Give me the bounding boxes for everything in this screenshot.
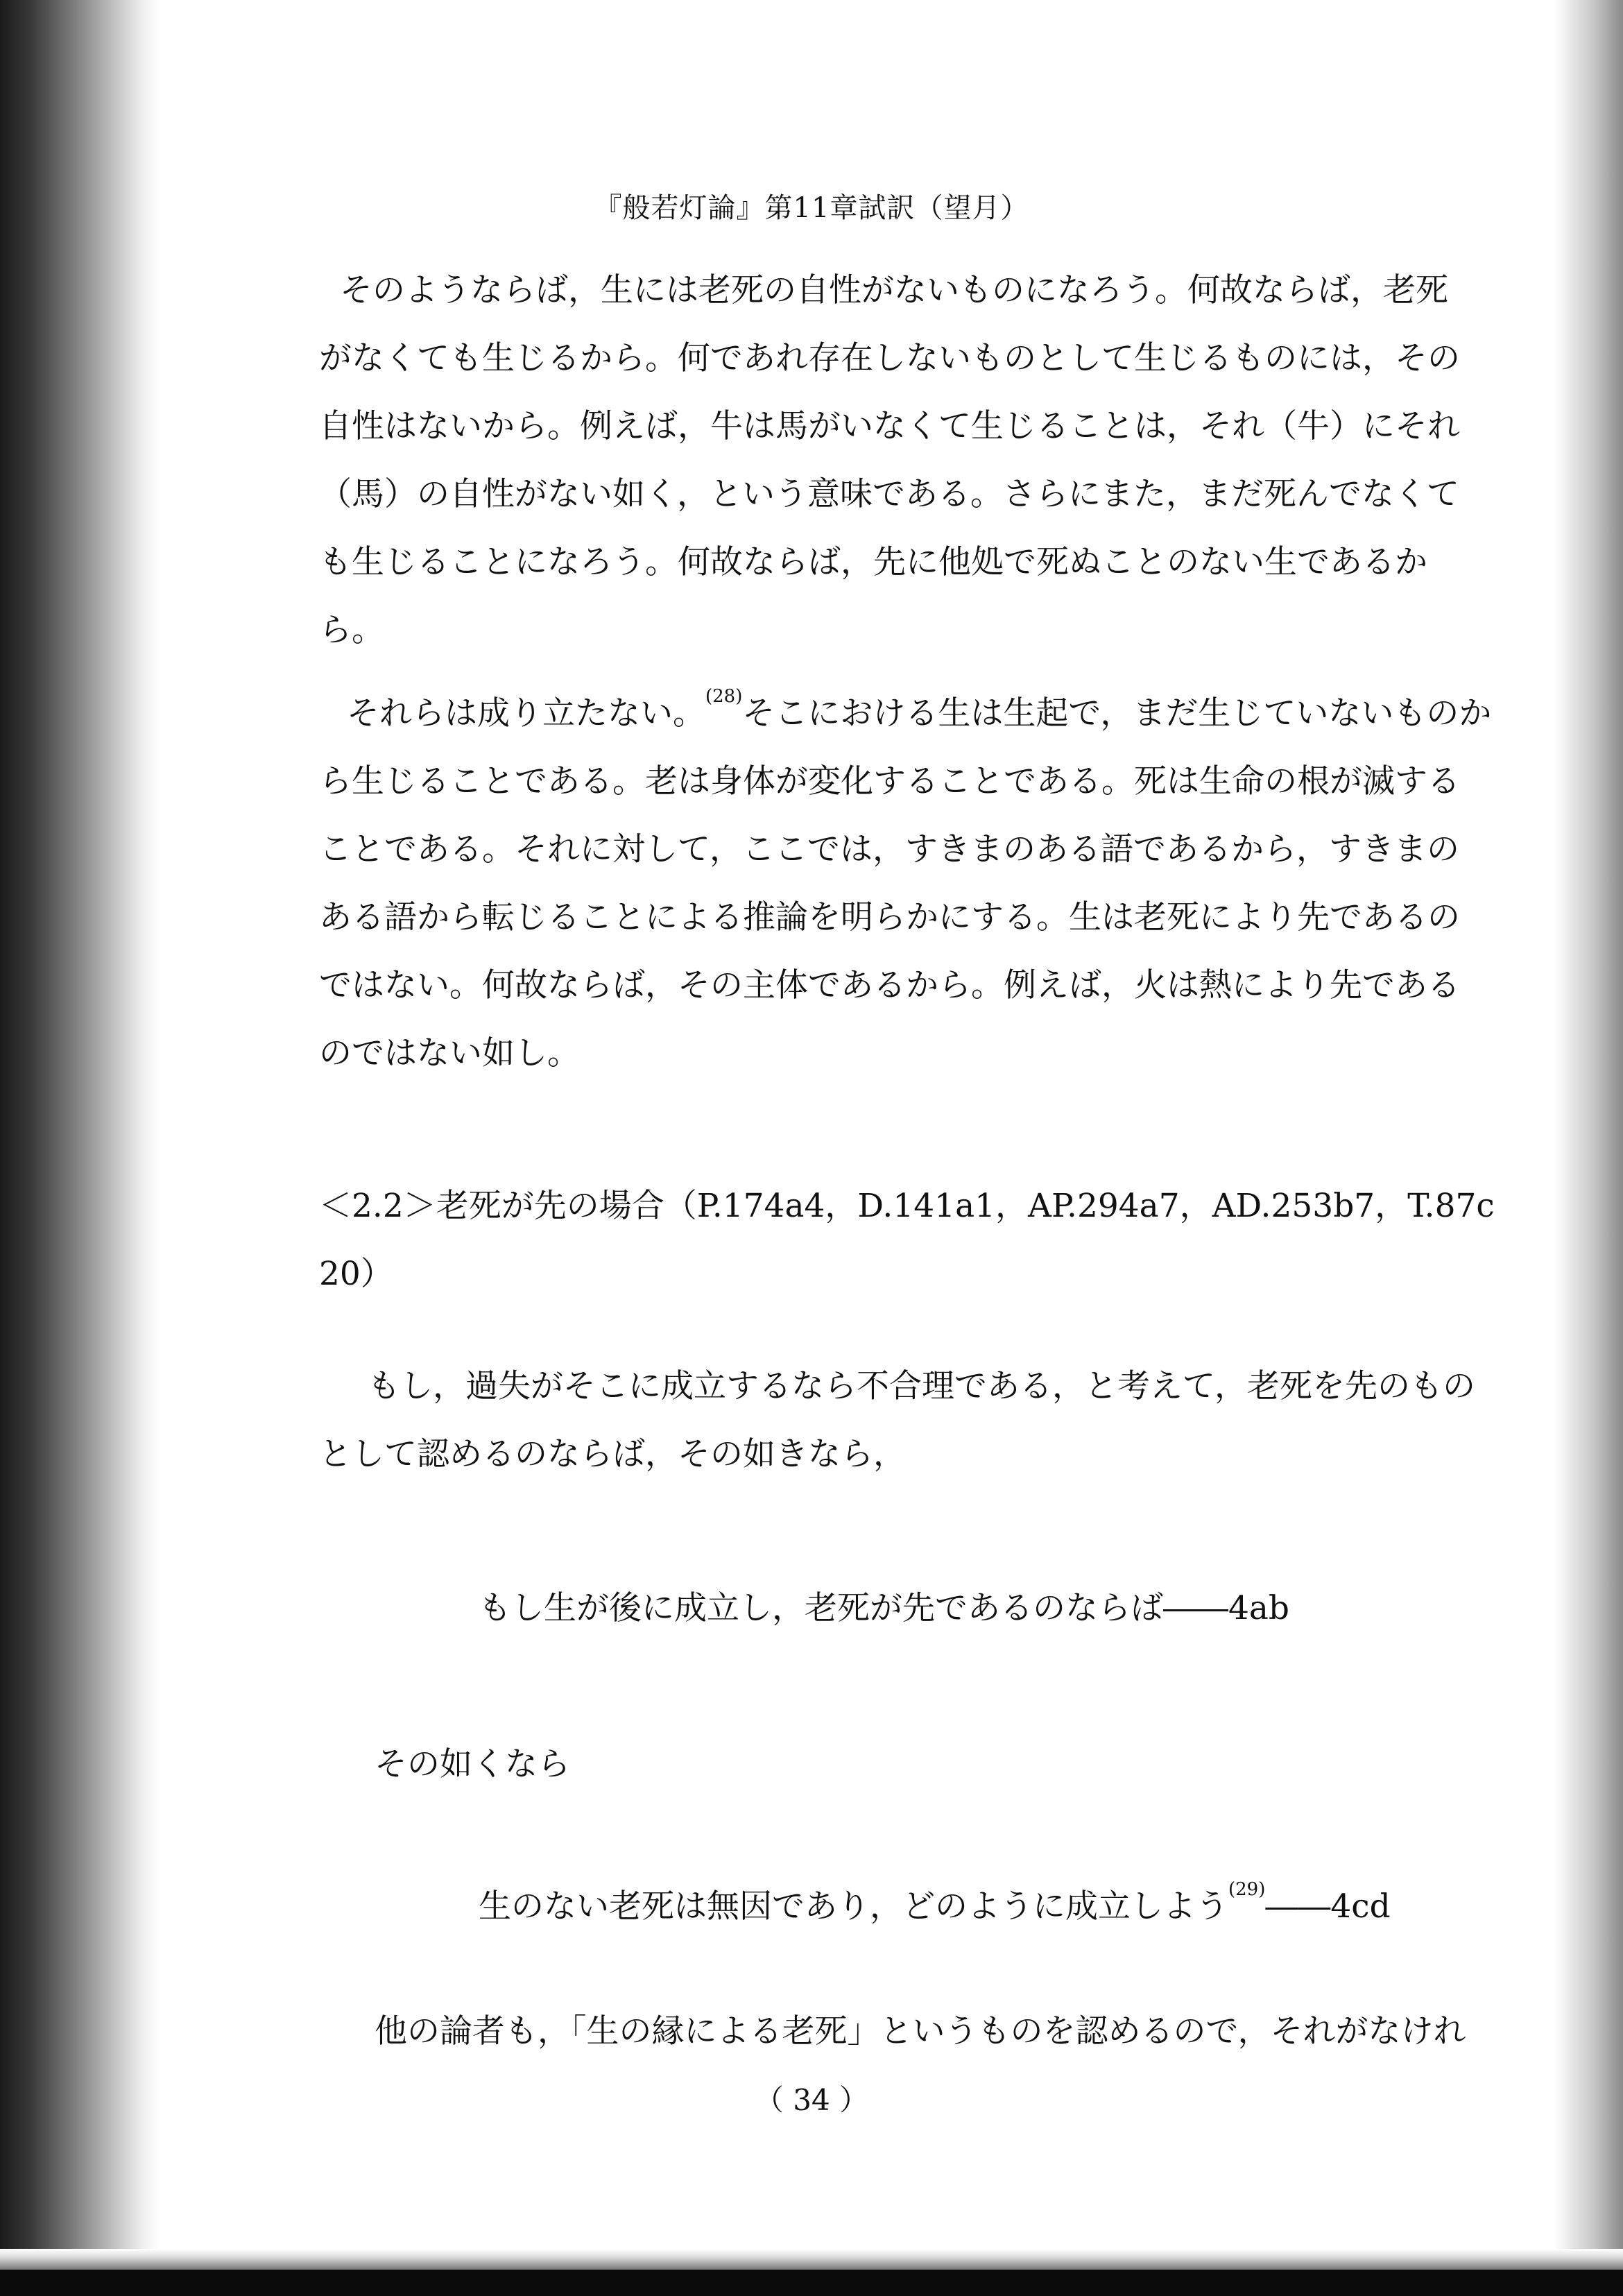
verse-marker: ――4cd: [1265, 1887, 1391, 1926]
text-line: ら。: [319, 611, 384, 649]
paragraph-3: [319, 1353, 1540, 1489]
section-heading: [319, 1172, 1540, 1308]
footnote-marker-29: (29): [1228, 1879, 1266, 1900]
running-header: 『般若灯論』第11章試訳（望月）: [594, 192, 1029, 224]
heading-line: ＜2.2＞老死が先の場合（P.174a4，D.141a1，AP.294a7，AD.253b7，T.87c: [319, 1187, 1495, 1225]
heading-line: 20）: [319, 1255, 393, 1293]
text-line: ら生じることである。老は身体が変化することである。死は生命の根が滅する: [319, 762, 1460, 800]
page-edge-shadow: [1554, 0, 1623, 2268]
text-line: [319, 680, 1540, 748]
text-line: も生じることになろう。何故ならば，先に他処で死ぬことのない生であるか: [319, 543, 1427, 581]
verse-text: 生のない老死は無因であり，どのように成立しよう: [479, 1887, 1228, 1926]
paragraph-4: 他の論者も，「生の縁による老死」というものを認めるので，それがなけれ: [375, 2012, 1466, 2050]
text-line: のではない如し。: [319, 1034, 580, 1072]
text-line: ある語から転じることによる推論を明らかにする。生は老死により先であるの: [319, 898, 1460, 936]
verse-4ab: もし生が後に成立し，老死が先であるのならば――4ab: [479, 1589, 1290, 1627]
scanner-bottom-bar: [0, 2270, 1623, 2296]
text-line: （馬）の自性がない如く，という意味である。さらにまた，まだ死んでなくて: [319, 475, 1460, 513]
text-line: として認めるのならば，その如きなら，: [319, 1435, 906, 1473]
text-line: そのようならば，生には老死の自性がないものになろう。何故ならば，老死: [340, 271, 1448, 309]
text-span: そこにおける生は生起で，まだ生じていないものか: [742, 694, 1492, 733]
book-spine-shadow: [0, 0, 160, 2268]
text-line: 自性はないから。例えば，牛は馬がいなくて生じることは，それ（牛）にそれ: [319, 407, 1460, 445]
text-line: もし，過失がそこに成立するなら不合理である，と考えて，老死を先のもの: [368, 1367, 1476, 1405]
text-line: がなくても生じるから。何であれ存在しないものとして生じるものには，その: [319, 339, 1460, 377]
bottom-edge-shadow: [0, 2249, 1623, 2270]
verse-4cd: [479, 1873, 1450, 1941]
paragraph-1: [319, 257, 1540, 665]
text-span: それらは成り立たない。: [347, 694, 705, 733]
page-number: （ 34 ）: [754, 2083, 869, 2117]
footnote-marker-28: (28): [705, 686, 743, 707]
text-line: ではない。何故ならば，その主体であるから。例えば，火は熱により先である: [319, 966, 1460, 1004]
text-line: ことである。それに対して，ここでは，すきまのある語であるから，すきまの: [319, 830, 1460, 868]
paragraph-2: [319, 680, 1540, 1088]
connector-text: その如くなら: [375, 1745, 570, 1783]
